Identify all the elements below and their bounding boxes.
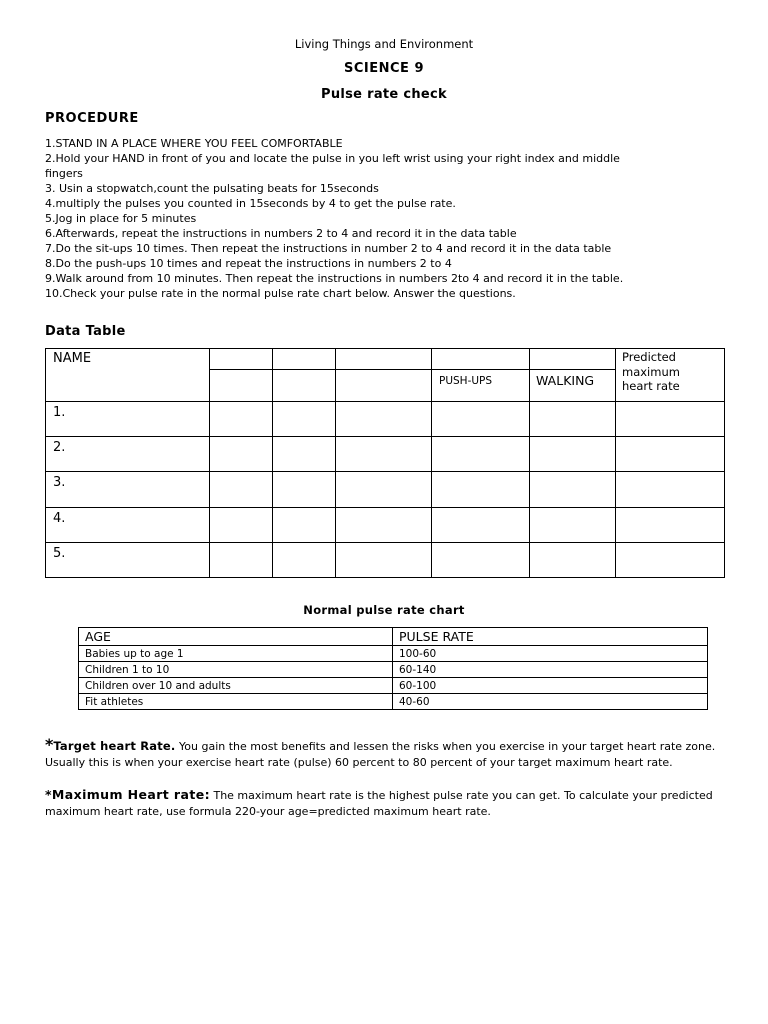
data-cell[interactable] <box>530 437 616 472</box>
procedure-line: 6.Afterwards, repeat the instructions in numbers 2 to 4 and record it in the data table <box>45 227 517 240</box>
data-cell[interactable] <box>336 437 432 472</box>
row-number: 4. <box>46 507 210 542</box>
data-cell[interactable] <box>432 402 530 437</box>
pulse-column-header: PULSE RATE <box>393 628 708 646</box>
course-title: SCIENCE 9 <box>344 61 424 76</box>
data-table <box>45 348 725 578</box>
data-cell[interactable] <box>432 472 530 507</box>
age-cell: Babies up to age 1 <box>79 646 393 662</box>
procedure-line: 10.Check your pulse rate in the normal pulse rate chart below. Answer the questions. <box>45 287 516 300</box>
data-cell[interactable] <box>210 402 273 437</box>
data-cell[interactable] <box>432 542 530 577</box>
walking-header: WALKING <box>530 370 616 402</box>
header-cell <box>273 370 336 402</box>
data-cell[interactable] <box>616 472 725 507</box>
data-cell[interactable] <box>273 402 336 437</box>
data-cell[interactable] <box>616 542 725 577</box>
procedure-steps <box>45 136 725 301</box>
data-cell[interactable] <box>530 402 616 437</box>
data-table-heading: Data Table <box>45 324 126 339</box>
data-cell[interactable] <box>336 402 432 437</box>
data-cell[interactable] <box>336 542 432 577</box>
data-cell[interactable] <box>616 437 725 472</box>
procedure-line: 3. Usin a stopwatch,count the pulsating beats for 15seconds <box>45 182 379 195</box>
row-number: 1. <box>46 402 210 437</box>
age-column-header: AGE <box>79 628 393 646</box>
procedure-line: 8.Do the push-ups 10 times and repeat the instructions in numbers 2 to 4 <box>45 257 452 270</box>
age-cell: Children over 10 and adults <box>79 678 393 694</box>
data-cell[interactable] <box>616 402 725 437</box>
procedure-line: 4.multiply the pulses you counted in 15seconds by 4 to get the pulse rate. <box>45 197 456 210</box>
row-number: 5. <box>46 542 210 577</box>
procedure-heading: PROCEDURE <box>45 111 139 126</box>
target-heart-rate-note <box>45 737 735 771</box>
pulse-cell: 100-60 <box>393 646 708 662</box>
data-cell[interactable] <box>530 472 616 507</box>
pulse-cell: 60-100 <box>393 678 708 694</box>
data-cell[interactable] <box>432 437 530 472</box>
data-cell[interactable] <box>273 472 336 507</box>
header-cell <box>336 370 432 402</box>
age-cell: Children 1 to 10 <box>79 662 393 678</box>
data-cell[interactable] <box>273 507 336 542</box>
subject-title: Living Things and Environment <box>294 37 474 51</box>
row-number: 2. <box>46 437 210 472</box>
data-cell[interactable] <box>530 507 616 542</box>
procedure-line: 9.Walk around from 10 minutes. Then repeat the instructions in numbers 2to 4 and record it in the table. <box>45 272 624 285</box>
data-cell[interactable] <box>616 507 725 542</box>
target-heart-rate-text: You gain the most benefits and lessen the risks when you exercise in your target heart rate zone. Usually this is when your exercise heart rate (pulse) 60 percent to 80 percent of your target maximum heart rate. <box>45 740 716 769</box>
data-cell[interactable] <box>210 472 273 507</box>
procedure-line: 5.Jog in place for 5 minutes <box>45 212 197 225</box>
max-heart-rate-note <box>45 787 735 820</box>
max-heart-rate-text: The maximum heart rate is the highest pulse rate you can get. To calculate your predicted maximum heart rate, use formula 220-your age=predicted maximum heart rate. <box>45 789 713 818</box>
header-cell <box>530 349 616 370</box>
data-cell[interactable] <box>336 472 432 507</box>
data-cell[interactable] <box>273 542 336 577</box>
pulse-cell: 40-60 <box>393 694 708 710</box>
pushups-header: PUSH-UPS <box>432 370 530 402</box>
header-cell <box>432 349 530 370</box>
row-number: 3. <box>46 472 210 507</box>
age-cell: Fit athletes <box>79 694 393 710</box>
data-cell[interactable] <box>210 542 273 577</box>
data-cell[interactable] <box>530 542 616 577</box>
header-cell <box>210 349 273 370</box>
data-cell[interactable] <box>210 507 273 542</box>
procedure-line: 2.Hold your HAND in front of you and locate the pulse in you left wrist using your right index and middle <box>45 152 620 165</box>
pulse-chart-heading: Normal pulse rate chart <box>303 603 465 617</box>
data-cell[interactable] <box>210 437 273 472</box>
data-cell[interactable] <box>432 507 530 542</box>
procedure-line: fingers <box>45 167 83 180</box>
procedure-line: 7.Do the sit-ups 10 times. Then repeat the instructions in number 2 to 4 and record it in the data table <box>45 242 612 255</box>
pulse-cell: 60-140 <box>393 662 708 678</box>
header-cell <box>210 370 273 402</box>
name-header: NAME <box>46 349 210 402</box>
pulse-rate-chart <box>78 627 708 710</box>
asterisk: * <box>45 735 54 754</box>
max-heart-rate-label: *Maximum Heart rate: <box>45 787 210 802</box>
procedure-line: 1.STAND IN A PLACE WHERE YOU FEEL COMFORTABLE <box>45 137 343 150</box>
header-cell <box>336 349 432 370</box>
data-cell[interactable] <box>336 507 432 542</box>
target-heart-rate-label: Target heart Rate. <box>53 739 176 753</box>
header-cell <box>273 349 336 370</box>
data-cell[interactable] <box>273 437 336 472</box>
page-title: Pulse rate check <box>321 87 447 102</box>
predicted-max-header: Predicted maximum heart rate <box>616 349 725 402</box>
